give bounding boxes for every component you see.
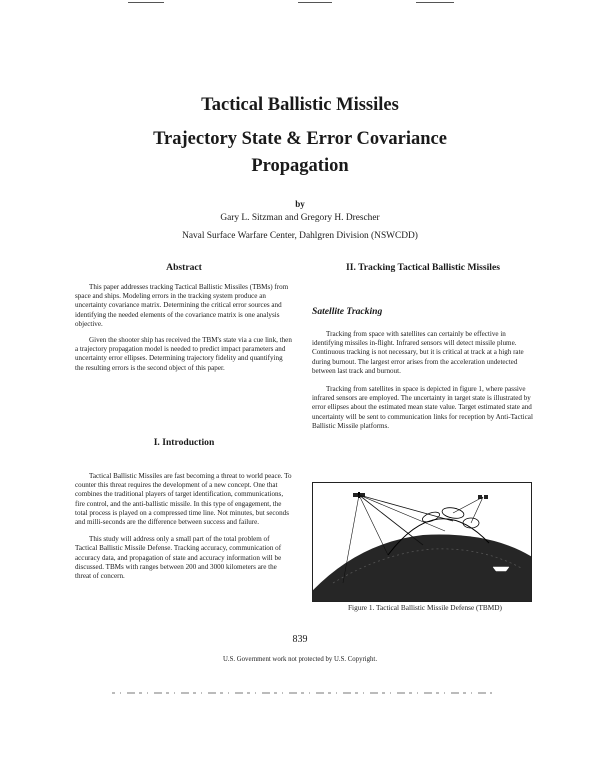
- figure-caption: Figure 1. Tactical Ballistic Missile Defense (TBMD): [348, 603, 502, 612]
- tracking-paragraph-1: Tracking from space with satellites can certainly be effective in identifying missiles in-flight. Infrared sensors will detect missile plume. Continuous tracking is not necessary, but it is critical at track at a high rate during burnout. The largest error arises from the acceleration undetected between last track and burnout.: [312, 330, 524, 375]
- abstract-section: [75, 262, 293, 373]
- by-line: by: [295, 199, 305, 209]
- introduction-section: [75, 437, 293, 581]
- bottom-scan-marks: [112, 692, 492, 694]
- affiliation: Naval Surface Warfare Center, Dahlgren Division (NSWCDD): [182, 231, 418, 241]
- paper-title-line1: Tactical Ballistic Missiles: [201, 95, 399, 115]
- abstract-paragraph-2: Given the shooter ship has received the TBM's state via a cue link, then a trajectory propagation model is needed to predict impact parameters and uncertainty error ellipses. Determining trajectory fidelity and quantifying the resulting errors is the second object of this paper.: [75, 336, 292, 372]
- top-rule-left: [128, 2, 164, 3]
- abstract-paragraph-1: This paper addresses tracking Tactical Ballistic Missiles (TBMs) from space and ships. Modeling errors in the tracking system produce an uncertainty covariance matrix. Determining the critical error sources and identifying the needed elements of the covariance matrix is one analysis objective.: [75, 283, 289, 328]
- tracking-section: [312, 262, 534, 431]
- copyright-footer: U.S. Government work not protected by U.S. Copyright.: [222, 656, 378, 663]
- paper-title-line3: Propagation: [251, 156, 349, 176]
- paper-title-line2: Trajectory State & Error Covariance: [153, 129, 447, 149]
- ship-icon: [493, 567, 509, 571]
- tracking-paragraph-2: Tracking from satellites in space is depicted in figure 1, where passive infrared sensors are employed. The uncertainty in target state is illustrated by error ellipses about the estimated mean state value. Target estimated state and uncertainty will be sent to communication links for reception by Anti-Tactical Ballistic Missile platforms.: [312, 385, 533, 430]
- figure-tbmd-illustration: [312, 482, 532, 602]
- introduction-paragraph-1: Tactical Ballistic Missiles are fast becoming a threat to world peace. To counter this threat requires the development of a new concept. One that combines the traditional players of target identification, communications, fire control, and the anti-ballistic missile. In this type of engagement, the total process is played on a compressed time line. Not minutes, but seconds and milli-seconds are the difference between success and failure.: [75, 472, 292, 527]
- top-rule-right: [416, 2, 454, 3]
- introduction-paragraph-2: This study will address only a small part of the total problem of Tactical Ballistic Missile Defense. Tracking accuracy, communication of accuracy data, and propagation of state and accuracy information will be discussed. TBMs with ranges between 200 and 3000 kilometers are the threat of concern.: [75, 535, 282, 581]
- authors: Gary L. Sitzman and Gregory H. Drescher: [220, 213, 380, 223]
- top-rule-middle: [298, 2, 332, 3]
- title-block: [0, 92, 600, 180]
- abstract-heading: Abstract: [166, 262, 202, 273]
- tbmd-drawing: [313, 483, 531, 601]
- tracking-heading: II. Tracking Tactical Ballistic Missiles: [346, 262, 500, 273]
- page-number: 839: [292, 634, 308, 645]
- introduction-heading: I. Introduction: [153, 437, 215, 448]
- satellite-tracking-subheading: Satellite Tracking: [312, 306, 383, 317]
